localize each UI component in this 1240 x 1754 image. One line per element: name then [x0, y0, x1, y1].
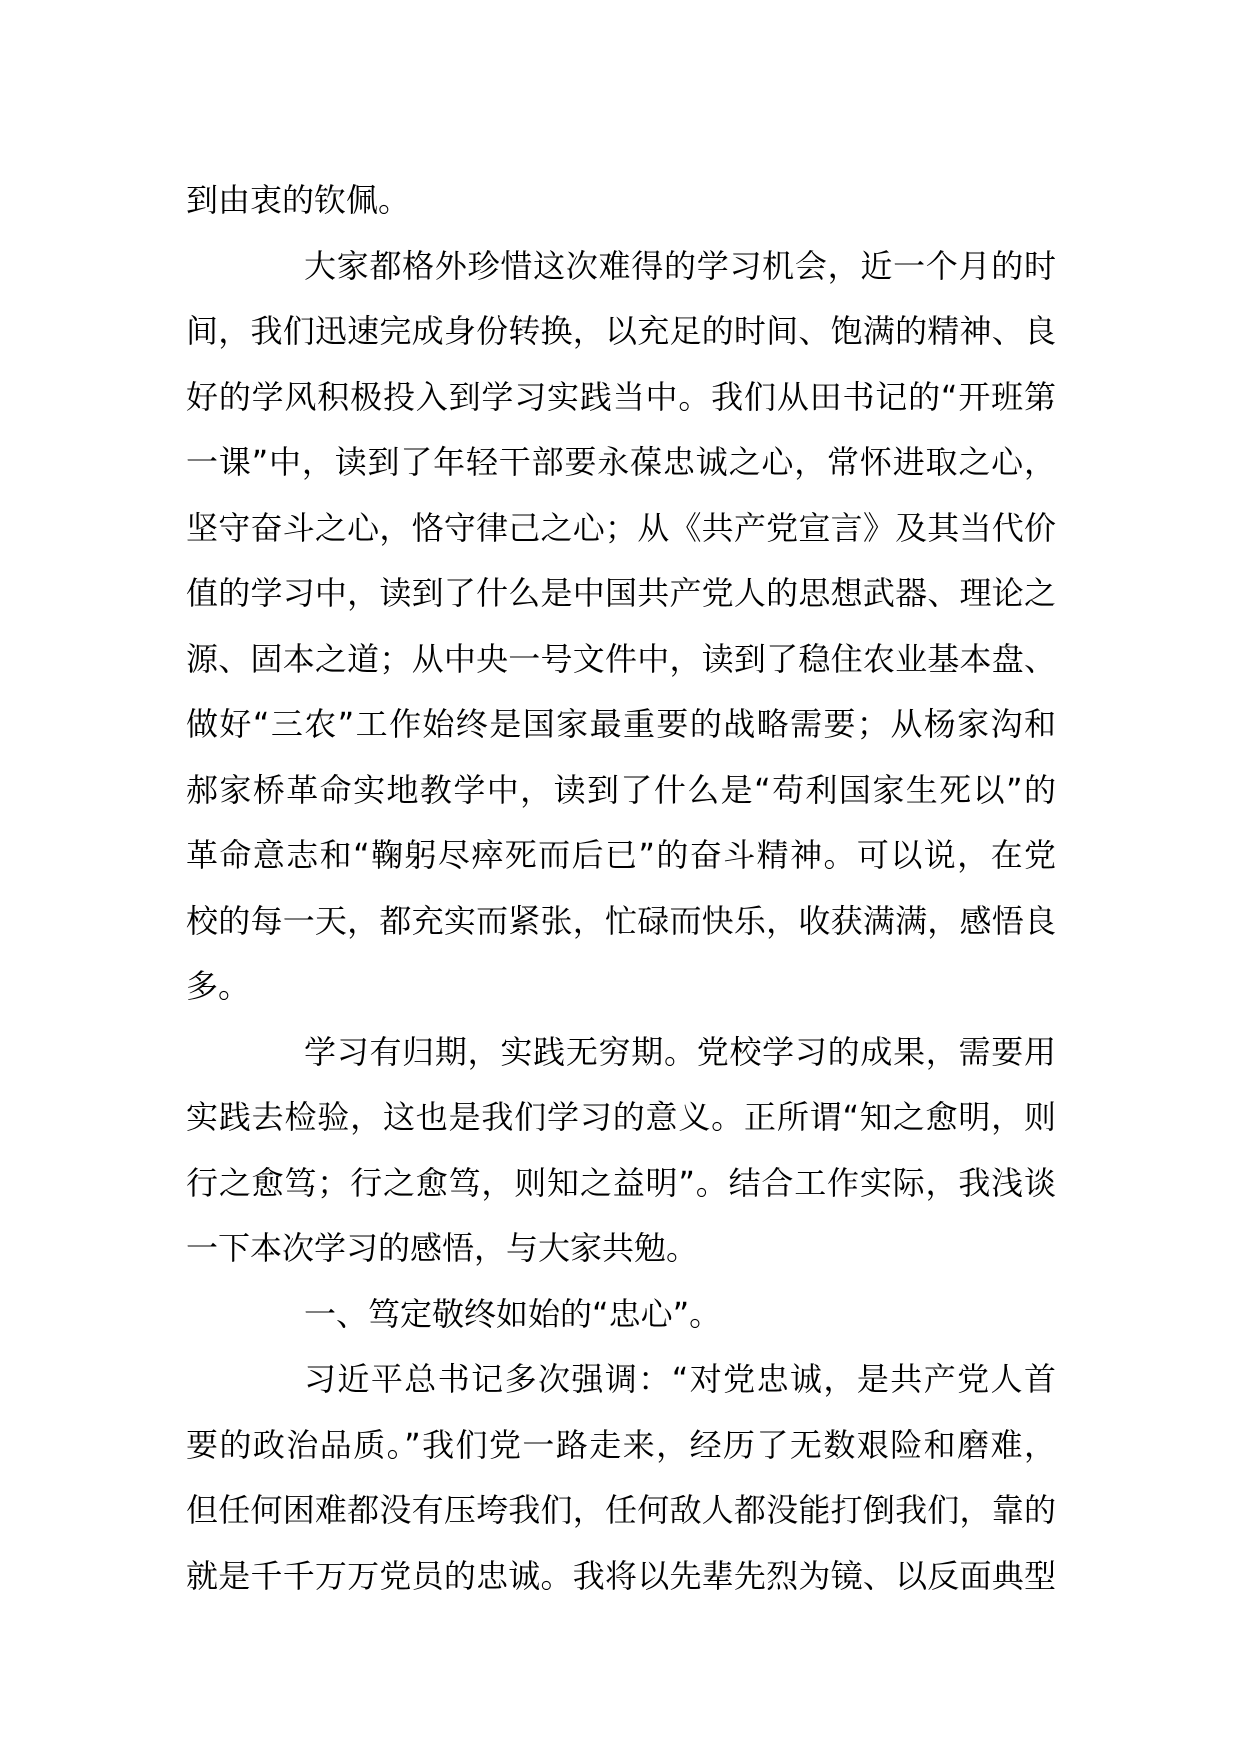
text-line: 实践去检验，这也是我们学习的意义。正所谓“知之愈明，则 [186, 1098, 1056, 1136]
text-line: 坚守奋斗之心，恪守律己之心；从《共产党宣言》及其当代价 [186, 508, 1056, 547]
text-line: 多。 [186, 967, 251, 1005]
text-line: 习近平总书记多次强调：“对党忠诚，是共产党人首 [304, 1360, 1056, 1398]
text-line: 校的每一天，都充实而紧张，忙碌而快乐，收获满满，感悟良 [186, 901, 1056, 940]
document-body [186, 168, 1056, 1609]
text-line: 到由衷的钦佩。 [186, 181, 411, 219]
text-line: 间，我们迅速完成身份转换，以充足的时间、饱满的精神、良 [186, 312, 1056, 350]
text-line: 一、笃定敬终如始的“忠心”。 [304, 1294, 722, 1333]
text-line: 一课”中，读到了年轻干部要永葆忠诚之心，常怀进取之心， [186, 443, 1056, 481]
text-line: 革命意志和“鞠躬尽瘁死而后已”的奋斗精神。可以说，在党 [186, 836, 1056, 874]
text-line: 值的学习中，读到了什么是中国共产党人的思想武器、理论之 [186, 574, 1056, 612]
text-line: 源、固本之道；从中央一号文件中，读到了稳住农业基本盘、 [186, 639, 1056, 678]
text-line: 大家都格外珍惜这次难得的学习机会，近一个月的时 [304, 246, 1056, 285]
text-line: 行之愈笃；行之愈笃，则知之益明”。结合工作实际，我浅谈 [186, 1163, 1056, 1202]
text-line: 好的学风积极投入到学习实践当中。我们从田书记的“开班第 [186, 377, 1056, 416]
text-line: 就是千千万万党员的忠诚。我将以先辈先烈为镜、以反面典型 [186, 1556, 1056, 1595]
text-line: 学习有归期，实践无穷期。党校学习的成果，需要用 [304, 1032, 1056, 1071]
text-line: 做好“三农”工作始终是国家最重要的战略需要；从杨家沟和 [186, 705, 1056, 743]
text-line: 要的政治品质。”我们党一路走来，经历了无数艰险和磨难， [186, 1425, 1056, 1464]
text-line: 郝家桥革命实地教学中，读到了什么是“苟利国家生死以”的 [186, 770, 1056, 809]
text-line: 一下本次学习的感悟，与大家共勉。 [186, 1229, 699, 1267]
text-line: 但任何困难都没有压垮我们，任何敌人都没能打倒我们，靠的 [186, 1491, 1056, 1529]
